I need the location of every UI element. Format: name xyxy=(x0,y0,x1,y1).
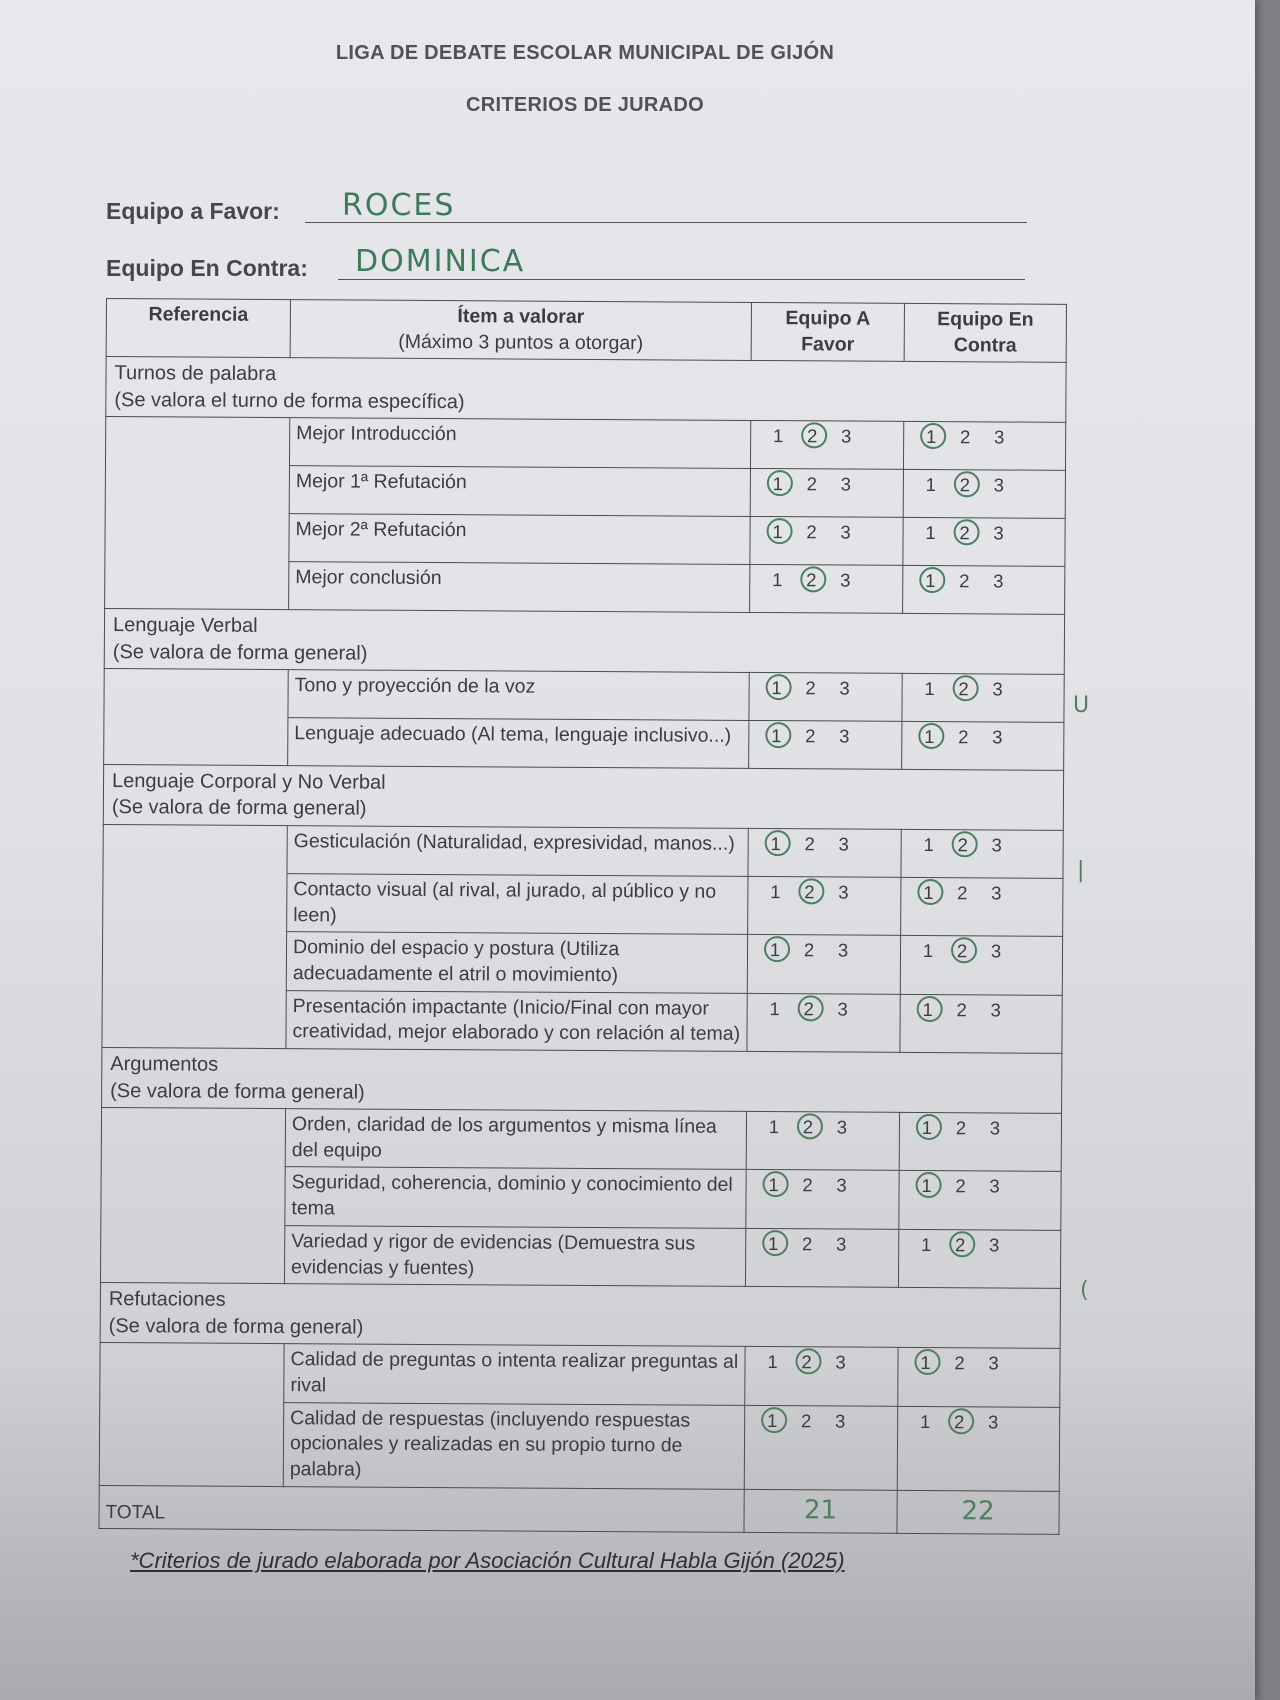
footer-credit: *Criterios de jurado elaborada por Asociación Cultural Habla Gijón (2025) xyxy=(130,1548,845,1573)
criteria-body xyxy=(99,357,1066,1491)
contra-score-cell xyxy=(903,566,1065,615)
contra-score-option[interactable]: 3 xyxy=(992,726,1003,748)
contra-team-label: Equipo En Contra: xyxy=(106,255,308,281)
favor-score-option[interactable]: 3 xyxy=(838,833,849,855)
contra-score-option[interactable]: 2 xyxy=(959,426,971,448)
favor-score-option[interactable]: 2 xyxy=(803,939,815,961)
favor-score-option[interactable]: 1 xyxy=(761,520,795,545)
contra-score-option[interactable]: 3 xyxy=(991,834,1002,856)
criterion-row xyxy=(105,417,1065,471)
section-title-cell xyxy=(102,1048,1062,1114)
contra-score-option[interactable]: 3 xyxy=(987,1411,999,1433)
criterion-row xyxy=(101,1107,1061,1171)
criterion-label: Seguridad, coherencia, dominio y conocimiento del tema xyxy=(285,1167,746,1228)
reference-cell xyxy=(104,669,289,766)
contra-score-cell xyxy=(900,994,1062,1053)
contra-score-option[interactable]: 2 xyxy=(956,998,967,1021)
contra-score-option[interactable]: 2 xyxy=(946,833,980,858)
favor-score-option[interactable]: 3 xyxy=(834,1410,846,1432)
contra-score-cell xyxy=(901,829,1063,878)
favor-score-option[interactable]: 3 xyxy=(840,473,852,495)
contra-score-option[interactable]: 1 xyxy=(925,474,937,496)
contra-score-option[interactable]: 2 xyxy=(947,677,981,702)
contra-score-cell xyxy=(902,673,1064,722)
section-title: Lenguaje Verbal xyxy=(112,614,258,638)
col-item-title: Ítem a valorar xyxy=(457,305,585,328)
favor-team-label: Equipo a Favor: xyxy=(106,198,280,224)
contra-score-option[interactable]: 2 xyxy=(955,1175,966,1197)
contra-score-option[interactable]: 2 xyxy=(945,939,979,964)
favor-score-option[interactable]: 3 xyxy=(836,1233,847,1255)
total-label: TOTAL xyxy=(99,1485,744,1532)
favor-score-cell xyxy=(746,1111,899,1170)
section-title-cell xyxy=(103,765,1063,831)
favor-score-option[interactable]: 2 xyxy=(795,424,829,449)
col-favor-header: Equipo A Favor xyxy=(751,302,904,361)
contra-score-option[interactable]: 3 xyxy=(989,1234,1000,1256)
contra-score-option[interactable]: 3 xyxy=(989,1175,1000,1197)
contra-score-option[interactable]: 2 xyxy=(958,726,969,748)
contra-score-option[interactable]: 1 xyxy=(925,522,936,544)
favor-score-option[interactable]: 3 xyxy=(840,425,852,447)
contra-score-option[interactable]: 1 xyxy=(912,725,946,750)
contra-score-cell xyxy=(898,1229,1060,1288)
section-header-row xyxy=(102,1048,1062,1114)
section-title: Argumentos xyxy=(110,1053,219,1076)
criterion-label: Calidad de respuestas (incluyendo respuestas opcionales y realizadas en su propio turno de palabra) xyxy=(283,1402,745,1489)
favor-score-option[interactable]: 3 xyxy=(838,881,849,903)
section-note: (Se valora el turno de forma específica) xyxy=(114,388,465,414)
criteria-form xyxy=(98,298,1066,1556)
contra-score-option[interactable]: 1 xyxy=(924,678,935,700)
favor-score-cell xyxy=(750,469,903,518)
favor-score-option[interactable]: 2 xyxy=(804,833,815,855)
contra-score-cell xyxy=(900,936,1062,995)
contra-score-cell xyxy=(902,721,1064,770)
contra-score-option[interactable]: 3 xyxy=(990,999,1001,1021)
favor-score-option[interactable]: 3 xyxy=(835,1351,846,1373)
criterion-row xyxy=(100,1343,1060,1407)
contra-score-option[interactable]: 1 xyxy=(923,833,934,855)
criterion-label: Presentación impactante (Inicio/Final con mayor creatividad, mejor elaborado y con relación al tema) xyxy=(286,990,747,1051)
section-title-cell xyxy=(104,609,1064,675)
contra-score-option[interactable]: 2 xyxy=(959,570,970,592)
criterion-label: Mejor 1ª Refutación xyxy=(289,466,750,517)
contra-score-option[interactable]: 2 xyxy=(955,1117,967,1139)
reference-cell xyxy=(102,824,287,1049)
favor-score-option[interactable]: 3 xyxy=(839,725,850,747)
col-item-subtitle: (Máximo 3 puntos a otorgar) xyxy=(398,330,644,355)
favor-score-option[interactable]: 1 xyxy=(759,724,793,749)
contra-score-option[interactable]: 2 xyxy=(948,521,982,546)
favor-score-option[interactable]: 3 xyxy=(840,569,851,591)
contra-score-option[interactable]: 1 xyxy=(911,998,945,1023)
section-title: Lenguaje Corporal y No Verbal xyxy=(111,770,386,794)
total-row xyxy=(99,1485,1059,1534)
favor-score-option[interactable]: 2 xyxy=(802,1233,813,1255)
total-favor[interactable]: 21 xyxy=(744,1489,897,1533)
section-note: (Se valora de forma general) xyxy=(111,796,367,821)
favor-score-option[interactable]: 1 xyxy=(772,425,784,447)
contra-score-option[interactable]: 3 xyxy=(992,678,1003,700)
favor-score-cell xyxy=(748,828,901,877)
contra-score-option[interactable]: 1 xyxy=(919,1410,931,1432)
reference-cell xyxy=(105,417,290,610)
contra-score-option[interactable]: 1 xyxy=(911,881,945,906)
favor-score-option[interactable]: 2 xyxy=(791,1115,825,1140)
criterion-label: Mejor Introducción xyxy=(289,418,750,469)
favor-score-cell xyxy=(746,1170,899,1229)
tally-mark: ( xyxy=(1080,1278,1089,1303)
section-title: Refutaciones xyxy=(108,1288,226,1312)
table-header-row xyxy=(106,299,1066,363)
contra-score-option[interactable]: 2 xyxy=(954,1352,965,1374)
favor-score-option[interactable]: 1 xyxy=(772,569,783,591)
favor-score-cell xyxy=(749,720,902,769)
col-reference-header: Referencia xyxy=(106,299,290,359)
contra-score-cell xyxy=(899,1112,1061,1171)
contra-score-option[interactable]: 2 xyxy=(948,473,982,498)
favor-score-cell xyxy=(750,517,903,566)
contra-score-cell xyxy=(903,518,1065,567)
favor-score-option[interactable]: 3 xyxy=(836,1174,847,1197)
favor-score-cell xyxy=(747,993,900,1052)
contra-score-option[interactable]: 3 xyxy=(989,1117,1001,1139)
criterion-label: Dominio del espacio y postura (Utiliza adecuadamente el atril o movimiento) xyxy=(286,932,747,993)
contra-score-option[interactable]: 3 xyxy=(993,570,1004,592)
league-title: LIGA DE DEBATE ESCOLAR MUNICIPAL DE GIJÓN xyxy=(335,42,835,64)
contra-score-option[interactable]: 1 xyxy=(921,1233,932,1255)
contra-score-option[interactable]: 3 xyxy=(993,522,1004,544)
criterion-label: Tono y proyección de la voz xyxy=(288,670,749,721)
criterion-label: Orden, claridad de los argumentos y misma línea del equipo xyxy=(285,1109,746,1170)
favor-score-option[interactable]: 3 xyxy=(836,1116,848,1138)
contra-score-option[interactable]: 3 xyxy=(993,474,1005,496)
section-note: (Se valora de forma general) xyxy=(108,1314,364,1339)
favor-score-cell xyxy=(749,672,902,721)
contra-score-option[interactable]: 2 xyxy=(943,1233,977,1258)
contra-score-cell xyxy=(899,1171,1061,1230)
favor-score-option[interactable]: 1 xyxy=(760,676,794,701)
tally-mark: U xyxy=(1073,693,1090,718)
section-header-row xyxy=(103,765,1063,831)
favor-score-option[interactable]: 2 xyxy=(805,725,816,747)
favor-score-cell xyxy=(750,565,903,614)
contra-score-cell xyxy=(903,422,1065,471)
criterion-label: Mejor conclusión xyxy=(289,562,750,613)
contra-score-option[interactable]: 3 xyxy=(993,426,1005,448)
favor-score-cell xyxy=(745,1347,898,1406)
favor-score-option[interactable]: 1 xyxy=(756,1232,790,1257)
criterion-label: Contacto visual (al rival, al jurado, al público y no leen) xyxy=(287,873,748,934)
section-title: Turnos de palabra xyxy=(114,362,277,386)
contra-score-option[interactable]: 2 xyxy=(942,1410,976,1435)
favor-score-option[interactable]: 3 xyxy=(839,677,850,699)
reference-cell xyxy=(99,1343,284,1487)
contra-score-option[interactable]: 3 xyxy=(988,1352,999,1374)
favor-score-option[interactable]: 2 xyxy=(792,880,826,905)
favor-score-option[interactable]: 1 xyxy=(761,472,795,497)
favor-score-cell xyxy=(744,1405,898,1490)
favor-score-option[interactable]: 1 xyxy=(770,880,781,902)
reference-cell xyxy=(100,1107,285,1284)
contra-score-cell xyxy=(898,1348,1060,1407)
criterion-label: Calidad de preguntas o intenta realizar preguntas al rival xyxy=(284,1344,745,1405)
contra-score-option[interactable]: 3 xyxy=(991,882,1002,904)
favor-score-option[interactable]: 2 xyxy=(794,568,828,593)
favor-score-option[interactable]: 1 xyxy=(769,997,780,1019)
criterion-row xyxy=(103,824,1063,878)
contra-score-option[interactable]: 1 xyxy=(910,1174,944,1199)
contra-score-option[interactable]: 2 xyxy=(957,882,968,904)
section-header-row xyxy=(106,357,1066,423)
favor-score-option[interactable]: 2 xyxy=(789,1350,823,1375)
contra-score-option[interactable]: 1 xyxy=(910,1116,944,1141)
contra-team-value: DOMINICA xyxy=(355,244,526,279)
favor-score-option[interactable]: 2 xyxy=(802,1174,813,1196)
contra-score-option[interactable]: 1 xyxy=(922,940,934,962)
criterion-label: Lenguaje adecuado (Al tema, lenguaje inclusivo...) xyxy=(288,718,749,769)
favor-score-option[interactable]: 3 xyxy=(837,939,849,961)
section-title-cell xyxy=(106,357,1066,423)
contra-score-cell xyxy=(901,877,1063,936)
favor-score-option[interactable]: 2 xyxy=(806,521,817,543)
contra-score-cell xyxy=(897,1406,1060,1491)
favor-score-cell xyxy=(747,935,900,994)
contra-score-option[interactable]: 3 xyxy=(990,940,1002,962)
tally-mark: | xyxy=(1077,858,1085,883)
section-note: (Se valora de forma general) xyxy=(110,1079,365,1104)
contra-score-option[interactable]: 1 xyxy=(914,425,948,450)
favor-score-option[interactable]: 2 xyxy=(806,473,818,495)
section-note: (Se valora de forma general) xyxy=(112,640,368,665)
favor-score-option[interactable]: 3 xyxy=(837,998,848,1020)
criterion-row xyxy=(104,669,1064,723)
col-contra-header: Equipo En Contra xyxy=(904,303,1066,362)
favor-score-option[interactable]: 3 xyxy=(840,521,851,543)
criterion-label: Gesticulación (Naturalidad, expresividad, manos...) xyxy=(287,825,748,876)
criterion-label: Mejor 2ª Refutación xyxy=(289,514,750,565)
favor-score-cell xyxy=(748,876,901,935)
favor-team-value: ROCES xyxy=(342,188,456,223)
favor-score-cell xyxy=(745,1228,898,1287)
contra-score-option[interactable]: 1 xyxy=(908,1351,942,1376)
criterion-label: Variedad y rigor de evidencias (Demuestra sus evidencias y fuentes) xyxy=(284,1226,745,1287)
favor-score-option[interactable]: 1 xyxy=(759,832,793,857)
favor-score-cell xyxy=(750,421,903,470)
section-title-cell xyxy=(100,1283,1060,1349)
favor-score-option[interactable]: 2 xyxy=(792,997,826,1022)
section-header-row xyxy=(104,609,1064,675)
col-item-header xyxy=(290,300,751,361)
section-header-row xyxy=(100,1283,1060,1349)
contra-team-line xyxy=(338,279,1025,280)
total-contra[interactable]: 22 xyxy=(897,1490,1059,1534)
favor-score-option[interactable]: 2 xyxy=(800,1409,812,1431)
favor-score-option[interactable]: 2 xyxy=(805,677,816,699)
criteria-table xyxy=(98,298,1067,1535)
favor-score-option[interactable]: 1 xyxy=(757,1173,791,1198)
contra-score-option[interactable]: 1 xyxy=(913,569,947,594)
favor-score-option[interactable]: 1 xyxy=(768,1116,780,1138)
contra-score-cell xyxy=(903,470,1065,519)
form-subtitle: CRITERIOS DE JURADO xyxy=(466,94,704,116)
favor-score-option[interactable]: 1 xyxy=(758,938,792,963)
favor-score-option[interactable]: 1 xyxy=(767,1351,778,1373)
favor-score-option[interactable]: 1 xyxy=(755,1409,789,1434)
